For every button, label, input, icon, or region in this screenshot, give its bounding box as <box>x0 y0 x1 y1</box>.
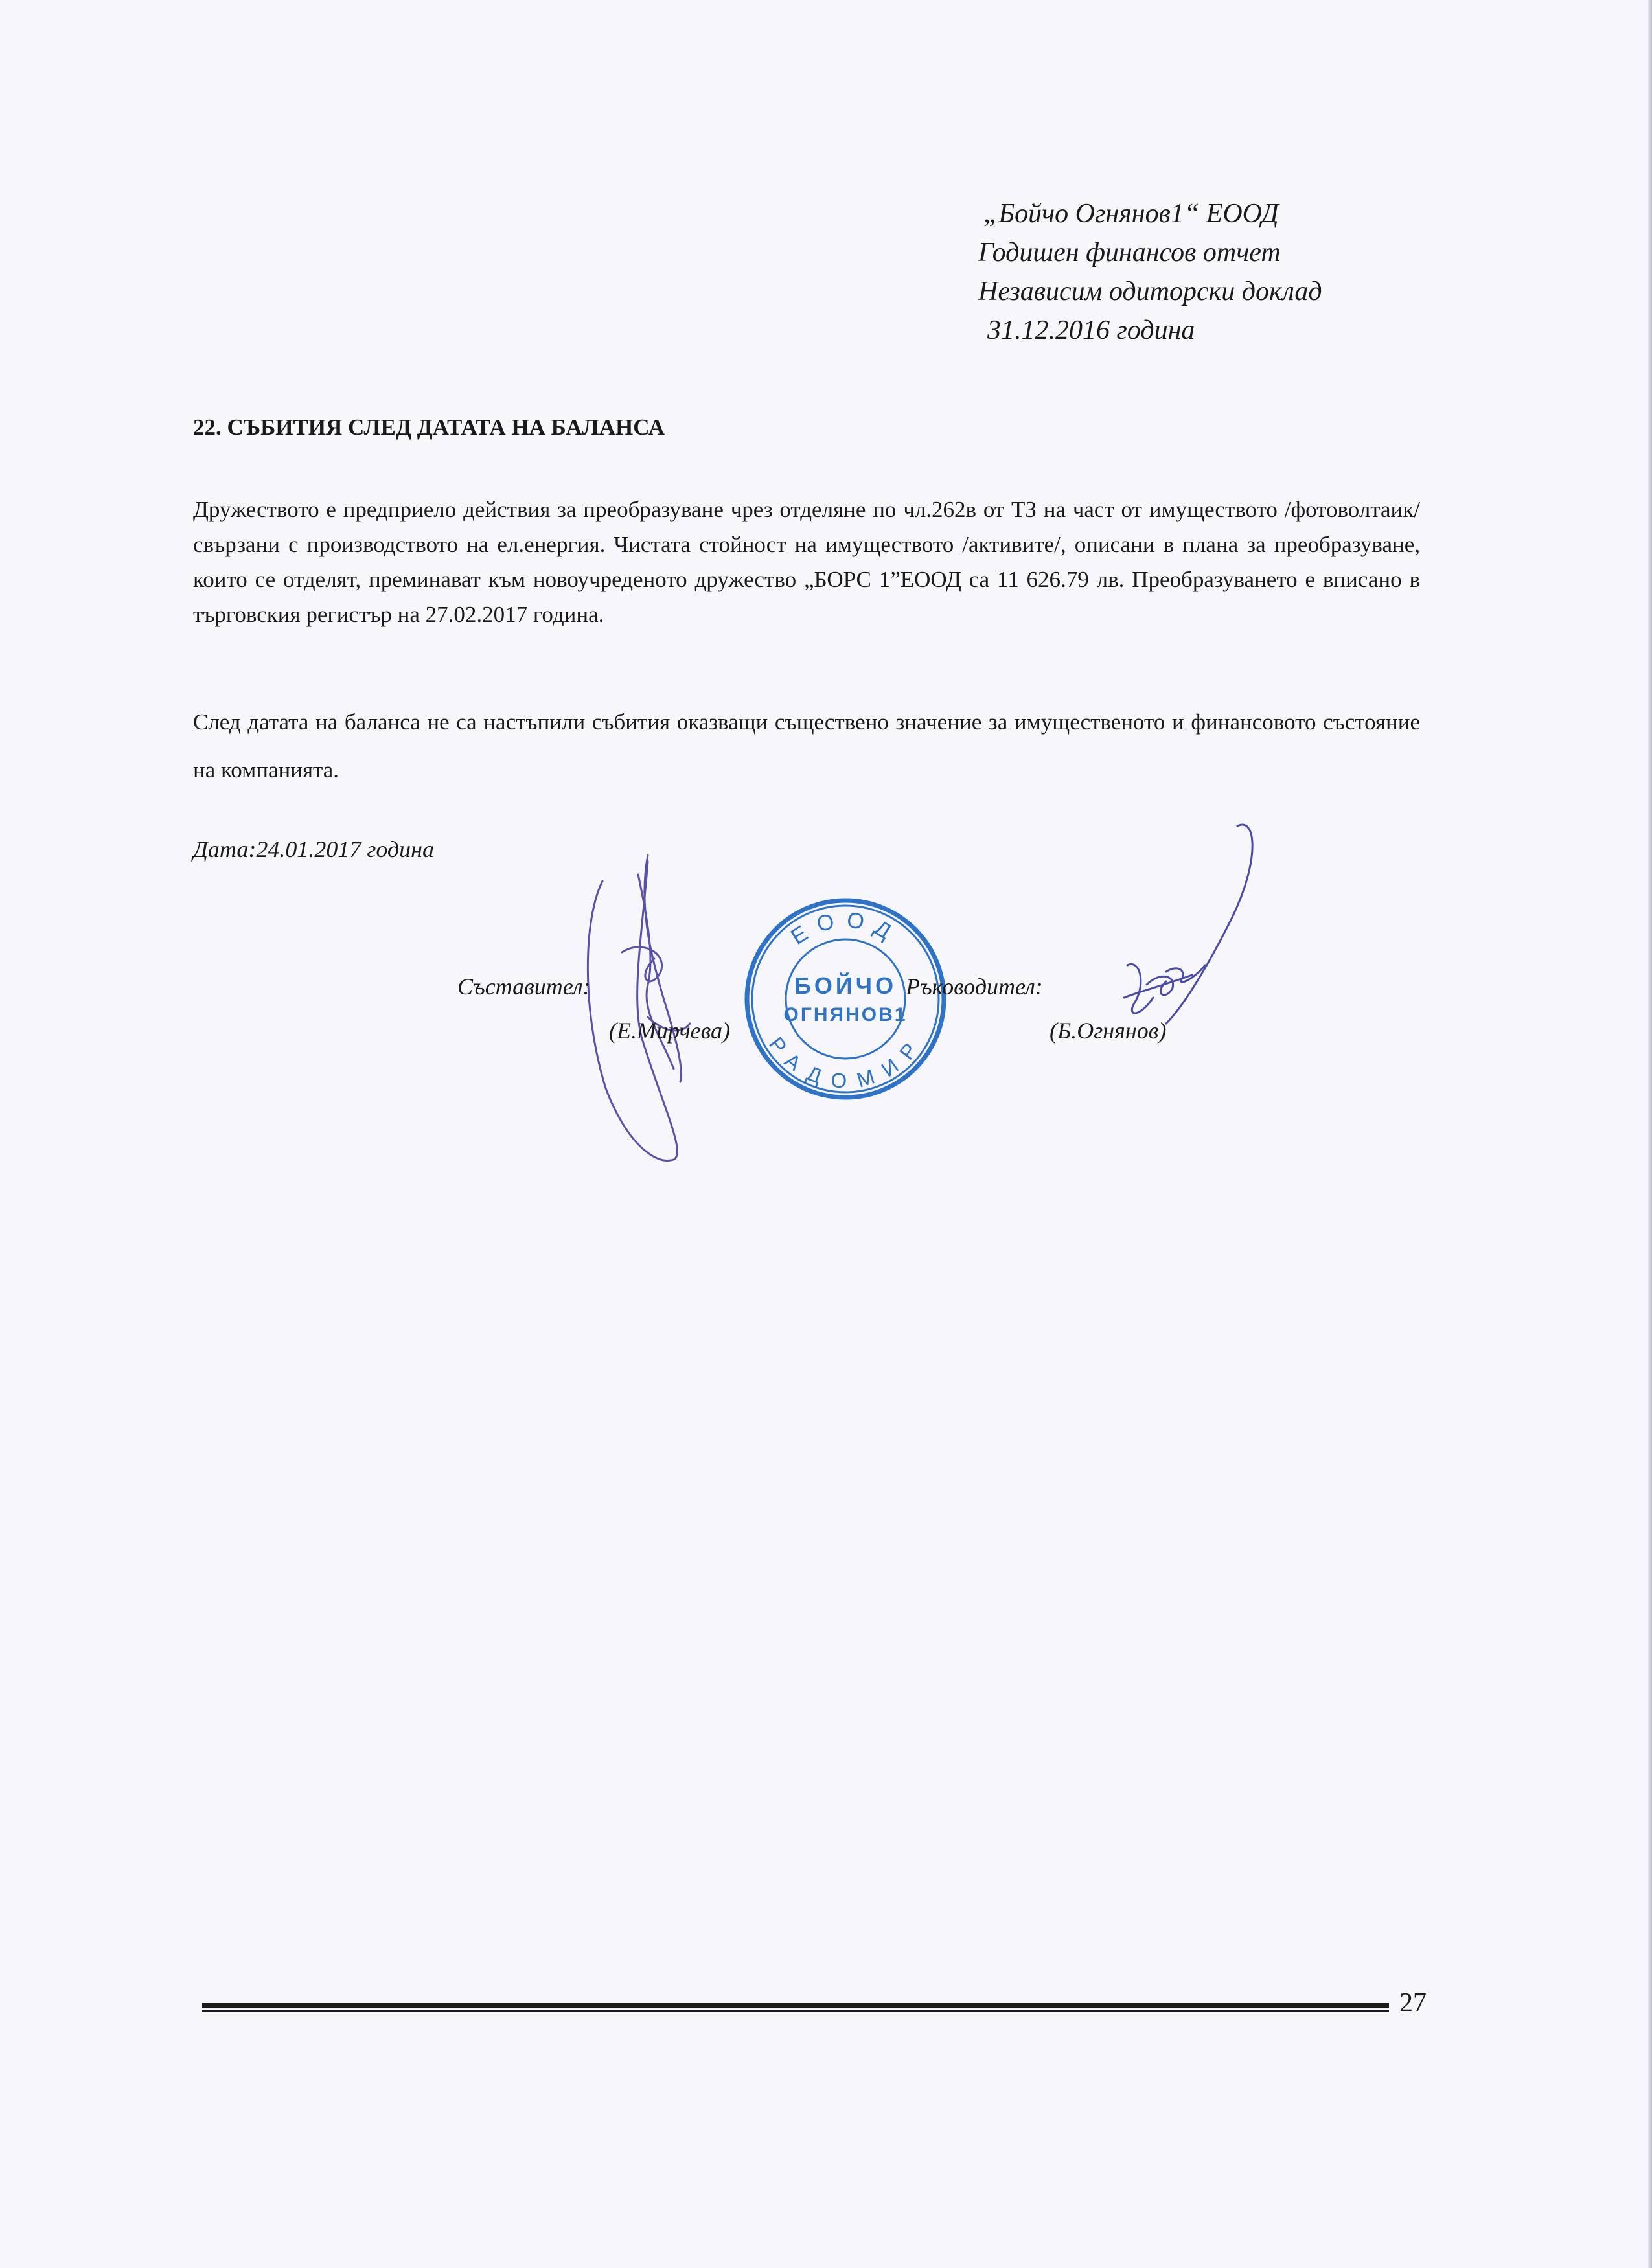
paragraph-no-events: След датата на баланса не са настъпили събития оказващи съществено значение за имущественото и финансовото състояние на компанията. <box>193 709 1420 783</box>
header-report: Годишен финансов отчет <box>978 238 1281 268</box>
compiler-signature <box>588 855 690 1161</box>
page-number: 27 <box>1399 1988 1427 2018</box>
svg-text:ЕООД <box>786 908 904 950</box>
manager-name: (Б.Огнянов) <box>1050 1018 1167 1044</box>
section-title: 22. СЪБИТИЯ СЛЕД ДАТАТА НА БАЛАНСА <box>193 415 665 440</box>
page-edge <box>1648 0 1652 2268</box>
manager-label: Ръководител: <box>906 974 1043 1000</box>
compiler-label: Съставител: <box>457 974 591 1000</box>
stamp-line1: БОЙЧО <box>794 972 897 999</box>
stamp-line2: ОГНЯНОВ1 <box>783 1004 908 1025</box>
document-header <box>978 194 1322 350</box>
header-date: 31.12.2016 година <box>987 315 1195 345</box>
date-line: Дата:24.01.2017 година <box>193 836 434 862</box>
footer-rule <box>202 2003 1389 2012</box>
compiler-name: (Е.Мирчева) <box>609 1018 731 1044</box>
stamp-bottom-text: РАДОМИР <box>764 1033 926 1093</box>
header-company: „Бойчо Огнянов1“ ЕООД <box>983 199 1279 229</box>
manager-signature <box>1124 825 1252 1024</box>
stamp-top-text: ЕООД <box>786 907 904 950</box>
header-audit: Независим одиторски доклад <box>978 277 1322 306</box>
paragraph-restructuring: Дружеството е предприело действия за преобразуване чрез отделяне по чл.262в от ТЗ на част от имуществото /фотоволтаик/ свързани с производството на ел.енергия. Чистата стойност на имуществото /активите/, описани в плана за преобразуване, които се отделят, преминават към новоучреденото дружество „БОРС 1”ЕООД са 11 626.79 лв. Преобразуването е вписано в търговския регистър на 27.02.2017 година. <box>193 497 1420 627</box>
svg-text:РАДОМИР <box>764 1033 926 1093</box>
